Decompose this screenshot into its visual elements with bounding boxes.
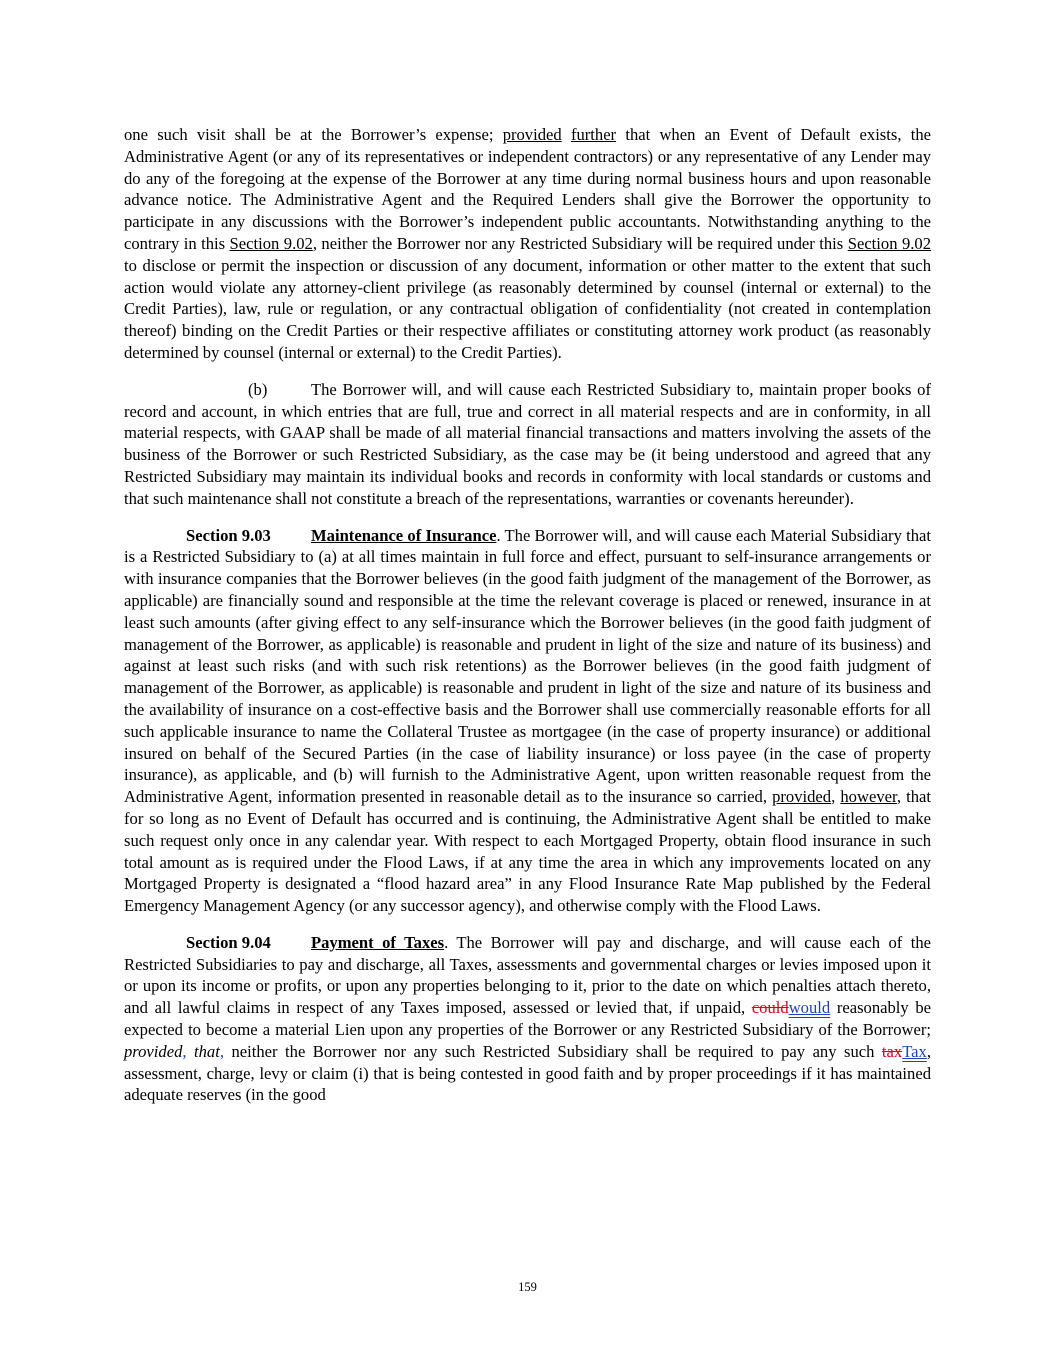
paragraph-inspection-continued: one such visit shall be at the Borrower’s expense; provided further that when an Event of Default exists, the Administrative Agent (or any of its representatives or independent contractors) or any representative of any Lender may do any of the foregoing at the expense of the Borrower at any time during normal business hours and upon reasonable advance notice. The Administrative Agent and the Required Lenders shall give the Borrower the opportunity to participate in any discussions with the Borrower’s independent public accountants. Notwithstanding anything to the contrary in this Section 9.02, neither the Borrower nor any Restricted Subsidiary will be required under this Section 9.02 to disclose or permit the inspection or discussion of any document, information or other matter to the extent that such action would violate any attorney-client privilege (as reasonably determined by counsel (internal or external) to the Credit Parties), law, rule or regulation, or any contractual obligation of confidentiality (not created in contemplation thereof) binding on the Credit Parties or their respective affiliates or constituting attorney work product (as reasonably determined by counsel (internal or external) to the Credit Parties). [124,125,931,362]
clause-label: (b) [248,379,268,399]
section-title: Maintenance of Insurance [311,525,497,545]
section-reference: Section 9.02 [847,233,931,253]
section-reference: Section 9.02 [229,233,313,253]
term-further: further [570,125,617,144]
term-however: however [840,787,897,807]
page-number: 159 [518,1280,537,1294]
term-provided: provided [124,1041,183,1061]
term-provided: provided [502,125,562,144]
section-title: Payment of Taxes [311,932,445,952]
section-9-03: Section 9.03 Maintenance of Insurance. The Borrower will, and will cause each Material Subsidiary that is a Restricted Subsidiary to (a) at all times maintain in full force and effect, pursuant to self-insurance arrangements or with insurance companies that the Borrower believes (in the good faith judgment of the management of the Borrower, as applicable) are financially sound and responsible at the time the relevant coverage is placed or renewed, insurance in at least such amounts (after giving effect to any self-insurance which the Borrower believes (in the good faith judgment of management of the Borrower, as applicable) is reasonable and prudent in light of the size and nature of its business) and against at least such risks (and with such risk retentions) as the Borrower believes (in the good faith judgment of management of the Borrower, as applicable) is reasonable and prudent in light of the size and nature of its business and the availability of insurance on a cost-effective basis and the Borrower shall use commercially reasonable efforts for all such applicable insurance to name the Collateral Trustee as mortgagee (in the case of property insurance) or additional insured on behalf of the Secured Parties (in the case of liability insurance) or loss payee (in the case of property insurance), as applicable, and (b) will furnish to the Administrative Agent, upon written reasonable request from the Administrative Agent, information presented in reasonable detail as to the insurance so carried, provided, however, that for so long as no Event of Default has occurred and is continuing, the Administrative Agent shall be entitled to make such request only once in any calendar year. With respect to each Mortgaged Property, obtain flood insurance in such total amount as is required under the Flood Laws, if at any time the area in which any improvements located on any Mortgaged Property is designated a “flood hazard area” in any Flood Insurance Rate Map published by the Federal Emergency Management Agency (or any successor agency), and otherwise comply with the Flood Laws. [124,525,931,916]
section-number: Section 9.03 [186,525,271,545]
deleted-text: could [751,998,789,1018]
section-9-04: Section 9.04 Payment of Taxes. The Borrower will pay and discharge, and will cause each of the Restricted Subsidiaries to pay and discharge, all Taxes, assessments and governmental charges or levies imposed upon it or upon its income or profits, or upon any properties belonging to it, prior to the date on which penalties attach thereto, and all lawful claims in respect of any Taxes imposed, assessed or levied that, if unpaid, couldwould reasonably be expected to become a material Lien upon any properties of the Borrower or any Restricted Subsidiary of the Borrower; provided, that, neither the Borrower nor any such Restricted Subsidiary shall be required to pay any such taxTax, assessment, charge, levy or claim (i) that is being contested in good faith and by proper proceedings if it has maintained adequate reserves (in the good [124,932,931,1105]
deleted-text: tax [881,1041,903,1061]
inserted-text: Tax [902,1041,927,1061]
inserted-text: , [219,1041,224,1061]
document-page [124,124,931,1121]
term-provided: provided [772,787,832,807]
inserted-text: would [788,998,831,1018]
inserted-text: , [182,1041,187,1061]
section-number: Section 9.04 [186,932,271,952]
paragraph-books-and-records: (b) The Borrower will, and will cause each Restricted Subsidiary to, maintain proper books of record and account, in which entries that are full, true and correct in all material respects and are in conformity, in all material respects, with GAAP shall be made of all material financial transactions and matters involving the assets of the business of the Borrower or such Restricted Subsidiary, as the case may be (it being understood and agreed that any Restricted Subsidiary may maintain its individual books and records in conformity with local standards or customs and that such maintenance shall not constitute a breach of the representations, warranties or covenants hereunder). [124,379,931,508]
term-that: that [194,1041,220,1061]
